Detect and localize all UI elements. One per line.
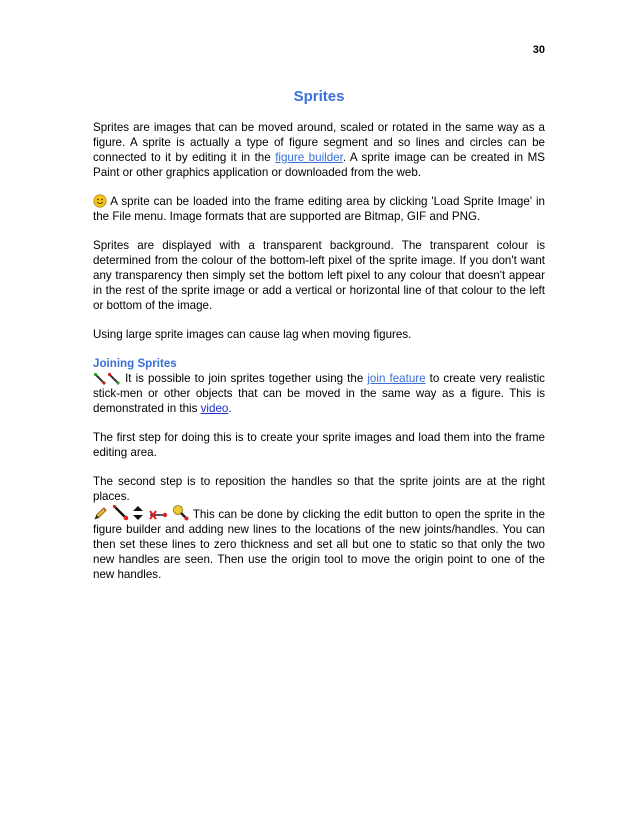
page-title: Sprites bbox=[293, 88, 345, 105]
paragraph-intro bbox=[93, 120, 545, 180]
join-feature-link[interactable]: join feature bbox=[367, 372, 426, 385]
paragraph-joining-text-mid: to create very realistic stick-men or other objects that can be moved in the same way as a figure. This is demonstrated in this bbox=[93, 372, 545, 415]
paragraph-intro-text-end: . A sprite image can be created in MS Paint or other graphics application or downloaded from the web. bbox=[93, 151, 545, 179]
smiley-icon bbox=[93, 194, 107, 208]
paragraph-second-step: The second step is to reposition the handles so that the sprite joints are at the right places. bbox=[93, 475, 545, 503]
origin-tool-icon bbox=[171, 504, 189, 521]
paragraph-edit-handles-text: This can be done by clicking the edit button to open the sprite in the figure builder and adding new lines to the locations of the new joints/handles. You can then set these lines to zero thickness and set all but one to static so that only the two new handles are seen. Then use the origin tool to move the origin point to one of the new handles. bbox=[93, 508, 545, 581]
paragraph-load-sprite-text: A sprite can be loaded into the frame editing area by clicking 'Load Sprite Image' in the File menu. Image formats that are supported are Bitmap, GIF and PNG. bbox=[93, 195, 545, 223]
video-link[interactable]: video bbox=[200, 402, 229, 415]
page-number: 30 bbox=[532, 44, 545, 56]
join-tool-icon bbox=[107, 372, 121, 385]
paragraph-lag: Using large sprite images can cause lag when moving figures. bbox=[93, 328, 412, 341]
joining-sprites-heading: Joining Sprites bbox=[93, 357, 177, 370]
paragraph-first-step: The first step for doing this is to create your sprite images and load them into the frame editing area. bbox=[93, 431, 545, 459]
line-tool-icon bbox=[112, 504, 129, 521]
static-tool-icon bbox=[148, 509, 168, 521]
figure-builder-link[interactable]: figure builder bbox=[275, 151, 343, 164]
join-tool-icon bbox=[93, 372, 107, 385]
paragraph-transparency: Sprites are displayed with a transparent background. The transparent colour is determined from the colour of the bottom-left pixel of the sprite image. If you don't want any transparency then simply set the bottom left pixel to any colour that doesn't appear in the rest of the sprite image or add a vertical or horizontal line of that colour to the left or bottom of the image. bbox=[93, 239, 545, 312]
paragraph-joining-text-end: . bbox=[228, 402, 232, 415]
paragraph-joining bbox=[93, 371, 545, 416]
move-updown-icon bbox=[132, 505, 144, 521]
pencil-icon bbox=[93, 506, 108, 521]
paragraph-joining-text: It is possible to join sprites together using the bbox=[121, 372, 368, 385]
paragraph-load-sprite bbox=[93, 194, 545, 224]
document-body bbox=[93, 88, 545, 596]
paragraph-edit-handles bbox=[93, 504, 545, 582]
paragraph-intro-text: Sprites are images that can be moved around, scaled or rotated in the same way as a figure. A sprite is actually a type of figure segment and so lines and circles can be connected to it by editing it in the bbox=[93, 121, 545, 164]
